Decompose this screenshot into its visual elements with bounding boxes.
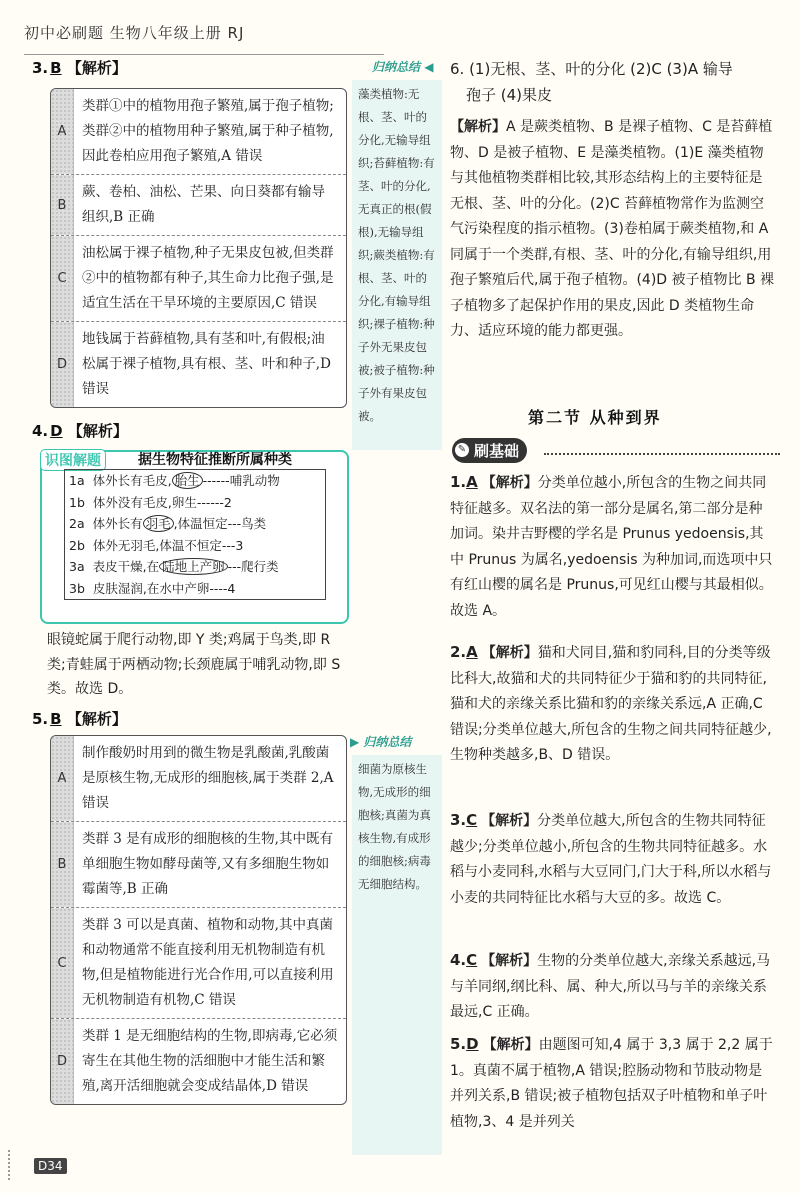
key-row [65, 470, 325, 492]
q5-row-text: 类群 3 可以是真菌、植物和动物,其中真菌和动物通常不能直接利用无机物制造有机物,但是植物能进行光合作用,可以直接利用无机物制造有机物,C 错误 [82, 917, 334, 1008]
side-note-2: 细菌为原核生物,无成形的细胞核;真菌为真核生物,有成形的细胞核;病毒无细胞结构。 [352, 755, 442, 1155]
side-note-2-tag: ▶ 归纳总结 [350, 735, 412, 749]
key-text: 体外长有 [92, 516, 143, 531]
analysis-text: 分类单位越大,所包含的生物共同特征越少;分类单位越小,所包含的生物共同特征越多。水稻与小麦同科,水稻与大豆同门,门大于科,所以水稻与小麦的共同特征比水稻与大豆的多。故选 C。 [450, 813, 772, 906]
page-header [24, 22, 784, 52]
q3-row-a [51, 89, 346, 175]
analysis-text: 分类单位越小,所包含的生物之间共同特征越多。双名法的第一部分是属名,第二部分是种加词。染井吉野樱的学名是 Prunus yedoensis,其中 Prunus 为属名,yedoensis 为种加词,而选项中只有红山樱的属名是 Prunus,可见红山樱与其最相似。故选 A。 [450, 475, 773, 619]
q3-row-text: 类群①中的植物用孢子繁殖,属于孢子植物;类群②中的植物用种子繁殖,属于种子植物,因此卷柏应用孢子繁殖,A 错误 [82, 98, 334, 164]
page-number: D34 [34, 1158, 67, 1174]
basic-practice-label: 刷基础 [474, 442, 520, 460]
key-row [65, 492, 325, 514]
question-number: 3. [450, 811, 467, 829]
q3-row-text: 地钱属于苔藓植物,具有茎和叶,有假根;油松属于裸子植物,具有根、茎、叶和种子,D 错误 [82, 331, 331, 397]
q5-row-text: 类群 3 是有成形的细胞核的生物,其中既有单细胞生物如酵母菌等,又有多细胞生物如霉菌等,B 正确 [82, 831, 333, 897]
question-answer: C [466, 811, 478, 829]
q5-row-d [51, 1019, 346, 1104]
banner-dotted-line [544, 453, 780, 455]
q5-tag: 【解析】 [66, 710, 127, 728]
question-answer: A [466, 643, 478, 661]
q6-explanation [450, 115, 775, 345]
q6-text: A 是蕨类植物、B 是裸子植物、C 是苔藓植物、D 是被子植物、E 是藻类植物。(1)E 藻类植物与其他植物类群相比较,其形态结构上的主要特征是无根、茎、叶的分化。(2)C 苔藓植物常作为监测空气污染程度的指示植物。(3)卷柏属于蕨类植物,和 A 同属于一个类群,有根、茎、叶的分化,有输导组织,用孢子繁殖后代,属于孢子植物。(4)D 被子植物比 B 裸子植物多了起保护作用的果皮,因此 D 类植物生命力、适应环境的能力都更强。 [450, 119, 775, 339]
dichotomous-key-table [64, 469, 326, 600]
question-answer: A [466, 473, 478, 491]
key-row [65, 556, 325, 578]
q5-answer: B [50, 710, 62, 728]
q5-number: 5. [32, 710, 49, 728]
q6-answers [450, 57, 775, 108]
figure-reading-title: 据生物特征推断所属种类 [138, 452, 292, 468]
side-note-1: 藻类植物:无根、茎、叶的分化,无输导组织;苔藓植物:有茎、叶的分化,无真正的根(假根),无输导组织;蕨类植物:有根、茎、叶的分化,有输导组织;裸子植物:种子外无果皮包被;被子植物:种子外有果皮包被。 [352, 80, 442, 450]
header-title: 初中必刷题 生物八年级上册 RJ [24, 24, 245, 42]
key-circled-term: 胎生 [172, 472, 203, 489]
q5-option-table [50, 735, 347, 1105]
figure-reading-badge: 识图解题 [40, 449, 106, 471]
key-code: 1a [69, 473, 85, 488]
q3-heading [32, 57, 127, 78]
right-question-5 [450, 1032, 775, 1135]
key-code: 1b [69, 494, 85, 510]
section-title: 第二节 从种到界 [528, 408, 662, 427]
q4-explanation: 眼镜蛇属于爬行动物,即 Y 类;鸡属于鸟类,即 R 类;青蛙属于两栖动物;长颈鹿属于哺乳动物,即 S 类。故选 D。 [47, 632, 341, 697]
q4-heading [32, 420, 128, 441]
analysis-text: 由题图可知,4 属于 3,3 属于 2,2 属于 1。真菌不属于植物,A 错误;腔肠动物和节肢动物是并列关系,B 错误;被子植物包括双子叶植物和单子叶植物,3、4 是并列关 [450, 1037, 773, 1130]
q4-number: 4. [32, 422, 49, 440]
q5-row-a [51, 736, 346, 822]
key-circled-term: 羽毛 [143, 515, 174, 532]
key-result: ---爬行类 [227, 559, 279, 574]
question-number: 4. [450, 951, 467, 969]
footer-dotted-edge [8, 1150, 30, 1180]
q5-heading [32, 708, 127, 729]
q3-row-label: A [51, 89, 74, 174]
q6-answer-line-2: 孢子 (4)果皮 [466, 85, 553, 104]
q3-row-label: C [51, 236, 74, 321]
key-row [65, 513, 325, 535]
analysis-text: 猫和犬同目,猫和豹同科,目的分类等级比科大,故猫和犬的共同特征少于猫和豹的共同特征,猫和犬的亲缘关系比猫和豹的亲缘关系远,A 正确,C 错误;分类单位越大,所包含的生物之间共同特征越少,生物种类越多,B、D 错误。 [450, 645, 772, 763]
side-note-1-tag: 归纳总结 ◀ [372, 60, 434, 74]
key-result: ------哺乳动物 [202, 473, 280, 488]
key-circled-term: 陆地上产卵 [159, 558, 228, 575]
q3-row-label: B [51, 175, 74, 235]
question-number: 1. [450, 473, 467, 491]
pen-icon: ✎ [455, 443, 469, 457]
right-question-2 [450, 640, 775, 769]
header-divider [24, 54, 384, 55]
right-question-1 [450, 470, 775, 624]
q3-tag: 【解析】 [66, 59, 127, 77]
q5-row-label: D [51, 1019, 74, 1104]
analysis-tag: 【解析】 [481, 645, 538, 661]
q3-number: 3. [32, 59, 49, 77]
q6-answer-line-1: 6. (1)无根、茎、叶的分化 (2)C (3)A 输导 [450, 60, 733, 78]
right-question-3 [450, 808, 775, 911]
key-text: 表皮干燥,在 [92, 559, 160, 574]
key-code: 3a [69, 559, 85, 574]
figure-reading-box [40, 450, 349, 624]
question-answer: D [466, 1035, 479, 1053]
q5-row-b [51, 822, 346, 908]
key-code: 3b [69, 580, 85, 596]
q3-row-d [51, 322, 346, 407]
q3-row-label: D [51, 322, 74, 407]
q6-tag: 【解析】 [450, 119, 506, 135]
basic-practice-banner [452, 438, 782, 466]
q4-answer: D [50, 422, 63, 440]
key-row [65, 535, 325, 557]
q5-row-text: 类群 1 是无细胞结构的生物,即病毒,它必须寄生在其他生物的活细胞中才能生活和繁殖,离开活细胞就会变成结晶体,D 错误 [82, 1028, 338, 1094]
q5-row-label: A [51, 736, 74, 821]
q3-row-c [51, 236, 346, 322]
q3-answer: B [50, 59, 62, 77]
question-number: 2. [450, 643, 467, 661]
basic-practice-badge [452, 438, 527, 463]
key-text: 皮肤湿润,在水中产卵----4 [92, 580, 236, 596]
analysis-tag: 【解析】 [481, 475, 538, 491]
key-text: 体外无羽毛,体温不恒定---3 [92, 537, 244, 553]
q3-row-text: 蕨、卷柏、油松、芒果、向日葵都有输导组织,B 正确 [82, 184, 325, 225]
q3-row-text: 油松属于裸子植物,种子无果皮包被,但类群②中的植物都有种子,其生命力比孢子强,是适宜生活在干旱环境的主要原因,C 错误 [82, 245, 334, 311]
key-code: 2b [69, 537, 85, 553]
q3-row-b [51, 175, 346, 236]
q3-option-table [50, 88, 347, 408]
key-result: ,体温恒定---鸟类 [173, 516, 267, 531]
side-note-2-tag-text: 归纳总结 [363, 735, 412, 749]
analysis-text: 生物的分类单位越大,亲缘关系越远,马与羊同纲,纲比科、属、种大,所以马与羊的亲缘关系最远,C 正确。 [450, 953, 771, 1020]
key-text: 体外没有毛皮,卵生------2 [92, 494, 232, 510]
key-code: 2a [69, 516, 85, 531]
analysis-tag: 【解析】 [481, 953, 538, 969]
q5-row-c [51, 908, 346, 1019]
analysis-tag: 【解析】 [482, 1037, 539, 1053]
q5-row-text: 制作酸奶时用到的微生物是乳酸菌,乳酸菌是原核生物,无成形的细胞核,属于类群 2,A 错误 [82, 745, 334, 811]
question-number: 5. [450, 1035, 467, 1053]
question-answer: C [466, 951, 478, 969]
q5-row-label: B [51, 822, 74, 907]
side-note-1-tag-text: 归纳总结 [372, 60, 421, 74]
q5-row-label: C [51, 908, 74, 1018]
analysis-tag: 【解析】 [481, 813, 538, 829]
key-text: 体外长有毛皮, [92, 473, 172, 488]
q4-tag: 【解析】 [67, 422, 128, 440]
key-row [65, 578, 325, 600]
right-question-4 [450, 948, 775, 1026]
